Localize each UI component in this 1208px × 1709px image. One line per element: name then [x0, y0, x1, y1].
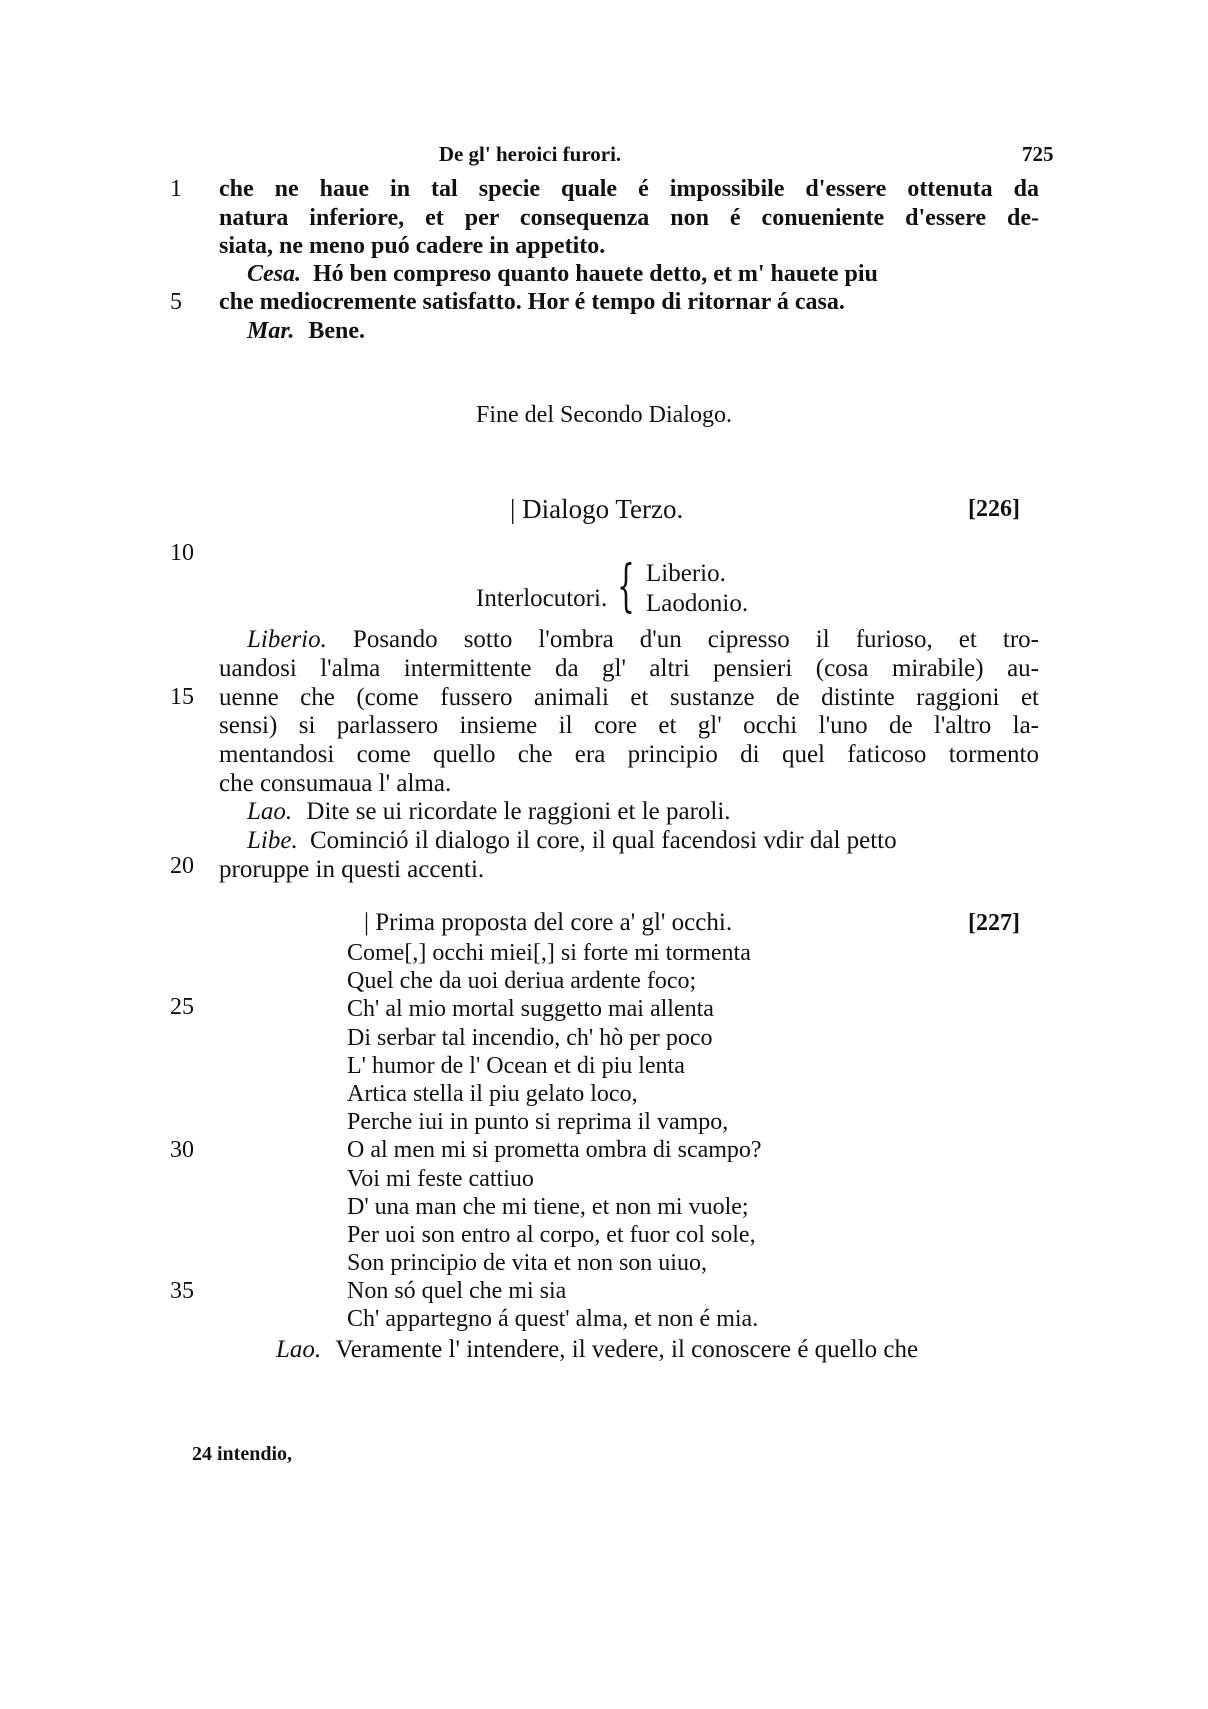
cesa-speech	[247, 261, 1039, 288]
text-line: che ne haue in tal specie quale é impossibile d'essere ottenuta da	[219, 176, 1039, 202]
lao-speech	[247, 798, 731, 826]
verse-line: Ch' appartegno á quest' alma, et non é mia.	[347, 1306, 759, 1332]
speech-text: Bene.	[308, 318, 366, 344]
speech-text: Posando sotto l'ombra d'un cipresso il furioso, et tro-	[352, 626, 1039, 653]
text-line: uenne che (come fussero animali et sustanze de distinte raggioni et	[219, 684, 1039, 711]
text-line: che mediocremente satisfatto. Hor é tempo di ritornar á casa.	[219, 289, 845, 315]
verse-line: Voi mi feste cattiuo	[347, 1166, 534, 1192]
section-end-title: Fine del Secondo Dialogo.	[476, 402, 732, 428]
brace-icon: {	[617, 554, 635, 619]
verse-line: O al men mi si prometta ombra di scampo?	[347, 1137, 762, 1163]
dialogue-heading: | Dialogo Terzo.	[510, 494, 684, 524]
interlocutor-name: Laodonio.	[646, 590, 749, 617]
footnote: 24 intendio,	[192, 1443, 293, 1465]
interlocutors-label: Interlocutori.	[476, 585, 608, 612]
page-reference: [226]	[968, 496, 1020, 522]
verse-line: Per uoi son entro al corpo, et fuor col sole,	[347, 1222, 756, 1248]
line-number: 1	[170, 176, 182, 202]
interlocutor-name: Liberio.	[646, 560, 726, 587]
running-title: De gl' heroici furori.	[438, 142, 622, 166]
speaker-label: Libe.	[247, 827, 298, 854]
speaker-label: Cesa.	[247, 261, 301, 287]
speaker-label: Lao.	[247, 798, 293, 825]
verse-line: Non só quel che mi sia	[347, 1278, 567, 1304]
page-number: 725	[1022, 142, 1054, 166]
speech-text: Cominció il dialogo il core, il qual facendosi vdir dal petto	[309, 827, 897, 854]
speech-text: Veramente l' intendere, il vedere, il conoscere é quello che	[335, 1336, 919, 1363]
mar-speech	[247, 318, 365, 345]
text-line: che consumaua l' alma.	[219, 770, 452, 797]
liberio-speech	[247, 626, 1039, 654]
final-speech	[276, 1336, 1039, 1364]
speech-text: Hó ben compreso quanto hauete detto, et m' hauete piu	[313, 261, 878, 287]
verse-line: Son principio de vita et non son uiuo,	[347, 1250, 707, 1276]
text-line: uandosi l'alma intermittente da gl' altri pensieri (cosa mirabile) au-	[219, 655, 1039, 682]
speech-text: Dite se ui ricordate le raggioni et le paroli.	[306, 798, 731, 825]
speaker-label: Liberio.	[247, 626, 327, 653]
text-line: sensi) si parlassero insieme il core et gl' occhi l'uno de l'altro la-	[219, 712, 1039, 739]
text-line: proruppe in questi accenti.	[219, 856, 485, 883]
speaker-label: Lao.	[276, 1336, 322, 1363]
verse-line: Artica stella il piu gelato loco,	[347, 1081, 638, 1107]
line-number: 15	[170, 684, 194, 710]
verse-line: D' una man che mi tiene, et non mi vuole;	[347, 1194, 749, 1220]
text-line: natura inferiore, et per consequenza non é conueniente d'essere de-	[219, 205, 1039, 231]
line-number: 10	[170, 540, 194, 566]
libe-speech	[247, 827, 1039, 855]
verse-line: Perche iui in punto si reprima il vampo,	[347, 1109, 729, 1135]
line-number: 20	[170, 853, 194, 879]
line-number: 30	[170, 1137, 194, 1163]
line-number: 5	[170, 289, 182, 315]
line-number: 25	[170, 994, 194, 1020]
verse-line: Di serbar tal incendio, ch' hò per poco	[347, 1025, 713, 1051]
poem-title: | Prima proposta del core a' gl' occhi.	[364, 909, 733, 936]
line-number: 35	[170, 1278, 194, 1304]
text-line: mentandosi come quello che era principio di quel faticoso tormento	[219, 741, 1039, 768]
verse-line: Quel che da uoi deriua ardente foco;	[347, 968, 697, 994]
page-reference: [227]	[968, 910, 1020, 936]
verse-line: Ch' al mio mortal suggetto mai allenta	[347, 996, 714, 1022]
verse-line: Come[,] occhi miei[,] si forte mi tormenta	[347, 940, 751, 966]
text-line: siata, ne meno puó cadere in appetito.	[219, 233, 606, 259]
speaker-label: Mar.	[247, 318, 295, 344]
verse-line: L' humor de l' Ocean et di piu lenta	[347, 1053, 685, 1079]
